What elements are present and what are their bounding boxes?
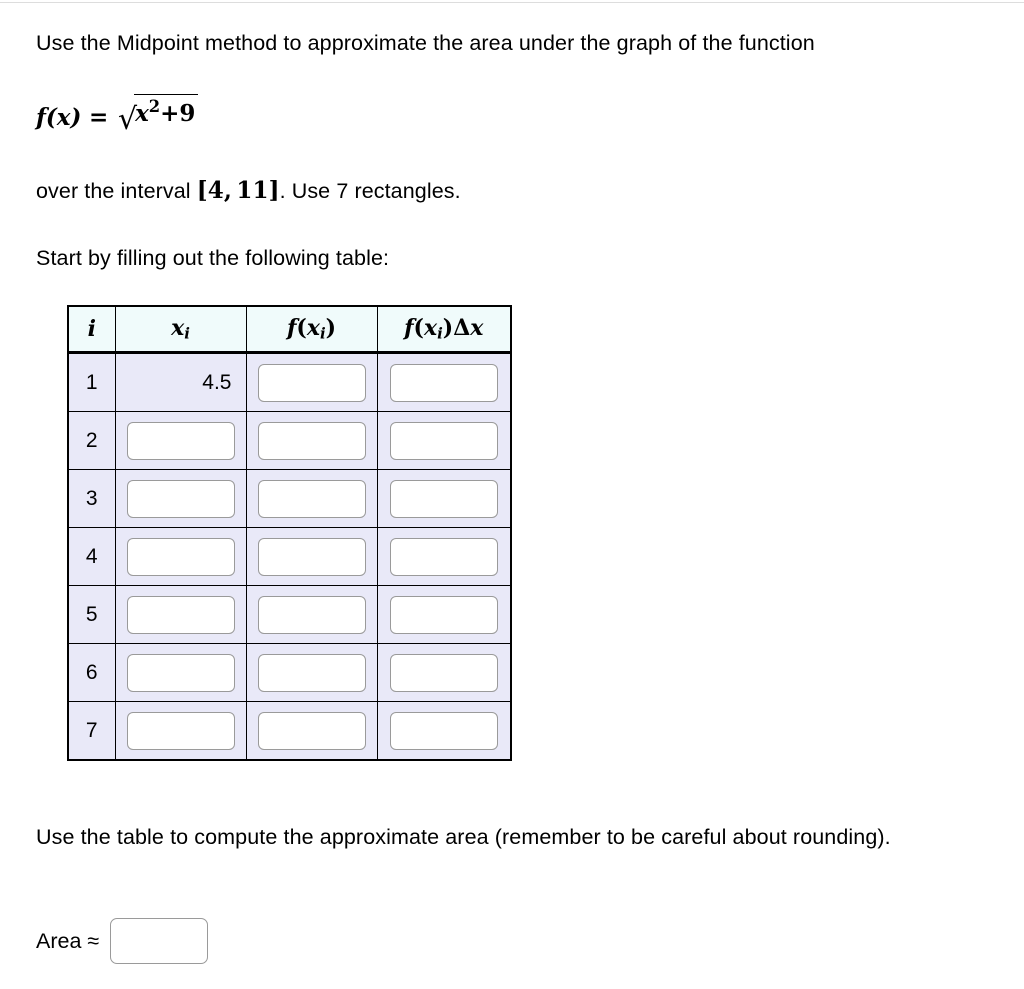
cell-fxidx bbox=[377, 353, 511, 412]
cell-fxidx bbox=[377, 702, 511, 761]
interval-lower-bound: 4 bbox=[207, 177, 224, 204]
cell-fxidx bbox=[377, 644, 511, 702]
fxi-input[interactable] bbox=[258, 480, 366, 518]
radicand-base: x bbox=[135, 100, 149, 127]
fxi-input[interactable] bbox=[258, 654, 366, 692]
fxi-input[interactable] bbox=[258, 364, 366, 402]
column-header-fxidx bbox=[377, 306, 511, 353]
cell-fxidx bbox=[377, 528, 511, 586]
row-index-label: 4 bbox=[85, 544, 98, 568]
xi-input[interactable] bbox=[127, 538, 235, 576]
fxidx-input[interactable] bbox=[390, 480, 498, 518]
row-index-label: 5 bbox=[85, 602, 98, 626]
cell-xi bbox=[115, 470, 246, 528]
cell-index bbox=[68, 644, 115, 702]
column-header-fxidx-label: $f(x_i)\Delta x$ bbox=[404, 315, 484, 343]
cell-fxi bbox=[246, 528, 377, 586]
column-header-index bbox=[68, 306, 115, 353]
cell-fxidx bbox=[377, 470, 511, 528]
row-index-label: 3 bbox=[85, 486, 98, 510]
cell-fxi bbox=[246, 412, 377, 470]
area-answer-input[interactable] bbox=[110, 918, 208, 964]
table-row bbox=[68, 702, 511, 761]
xi-input[interactable] bbox=[127, 422, 235, 460]
cell-fxidx bbox=[377, 586, 511, 644]
fxi-input[interactable] bbox=[258, 712, 366, 750]
cell-xi bbox=[115, 353, 246, 412]
column-header-xi-label: $x_i$ bbox=[171, 315, 190, 343]
table-row bbox=[68, 412, 511, 470]
column-header-index-label: i bbox=[87, 316, 96, 342]
xi-input[interactable] bbox=[127, 712, 235, 750]
fxidx-input[interactable] bbox=[390, 364, 498, 402]
interval-upper-bound: 11 bbox=[236, 177, 269, 204]
row-index-label: 2 bbox=[85, 428, 98, 452]
cell-fxi bbox=[246, 702, 377, 761]
fxidx-input[interactable] bbox=[390, 538, 498, 576]
interval-suffix: . Use 7 rectangles. bbox=[279, 179, 461, 203]
interval-text bbox=[36, 174, 936, 207]
xi-input[interactable] bbox=[127, 654, 235, 692]
radicand bbox=[134, 94, 198, 127]
function-formula bbox=[36, 98, 198, 137]
square-root-expression bbox=[116, 98, 199, 137]
table-row bbox=[68, 470, 511, 528]
radicand-plus: + bbox=[160, 100, 180, 127]
page-top-rule bbox=[0, 2, 1024, 3]
compute-prompt-text: Use the table to compute the approximate area (remember to be careful about rounding). bbox=[36, 825, 891, 849]
table-header-row bbox=[68, 306, 511, 353]
fxidx-input[interactable] bbox=[390, 422, 498, 460]
radicand-exponent: 2 bbox=[148, 97, 161, 116]
cell-fxi bbox=[246, 470, 377, 528]
radicand-constant: 9 bbox=[179, 100, 196, 127]
problem-intro-text: Use the Midpoint method to approximate the area under the graph of the function bbox=[36, 31, 815, 55]
cell-xi bbox=[115, 412, 246, 470]
cell-index bbox=[68, 353, 115, 412]
cell-fxi bbox=[246, 586, 377, 644]
xi-value: 4.5 bbox=[202, 370, 232, 394]
table-prompt-text: Start by filling out the following table: bbox=[36, 246, 390, 270]
cell-xi bbox=[115, 528, 246, 586]
cell-index bbox=[68, 702, 115, 761]
column-header-fxi bbox=[246, 306, 377, 353]
radical-sign-icon: √ bbox=[117, 102, 138, 137]
cell-xi bbox=[115, 644, 246, 702]
table-row bbox=[68, 586, 511, 644]
formula-equals: = bbox=[89, 104, 109, 131]
cell-index bbox=[68, 528, 115, 586]
cell-fxidx bbox=[377, 412, 511, 470]
fxidx-input[interactable] bbox=[390, 654, 498, 692]
row-index-label: 1 bbox=[85, 370, 98, 394]
row-index-label: 7 bbox=[85, 718, 98, 742]
table-row bbox=[68, 353, 511, 412]
formula-lhs: f(x) bbox=[36, 104, 82, 131]
interval-prefix: over the interval bbox=[36, 179, 191, 203]
xi-input[interactable] bbox=[127, 480, 235, 518]
xi-input[interactable] bbox=[127, 596, 235, 634]
fxidx-input[interactable] bbox=[390, 596, 498, 634]
area-label: Area ≈ bbox=[36, 928, 100, 953]
table-row bbox=[68, 528, 511, 586]
column-header-xi bbox=[115, 306, 246, 353]
cell-fxi bbox=[246, 353, 377, 412]
table-row bbox=[68, 644, 511, 702]
interval-open-bracket: [ bbox=[196, 177, 208, 204]
cell-index bbox=[68, 412, 115, 470]
interval-close-bracket: ] bbox=[268, 177, 280, 204]
cell-index bbox=[68, 470, 115, 528]
fxidx-input[interactable] bbox=[390, 712, 498, 750]
cell-fxi bbox=[246, 644, 377, 702]
midpoint-table bbox=[67, 305, 512, 761]
fxi-input[interactable] bbox=[258, 422, 366, 460]
cell-xi bbox=[115, 586, 246, 644]
row-index-label: 6 bbox=[85, 660, 98, 684]
fxi-input[interactable] bbox=[258, 538, 366, 576]
column-header-fxi-label: $f(x_i)$ bbox=[286, 315, 337, 343]
cell-index bbox=[68, 586, 115, 644]
interval-comma: , bbox=[223, 177, 232, 204]
cell-xi bbox=[115, 702, 246, 761]
fxi-input[interactable] bbox=[258, 596, 366, 634]
area-answer-row bbox=[36, 918, 208, 964]
table-body bbox=[68, 353, 511, 761]
